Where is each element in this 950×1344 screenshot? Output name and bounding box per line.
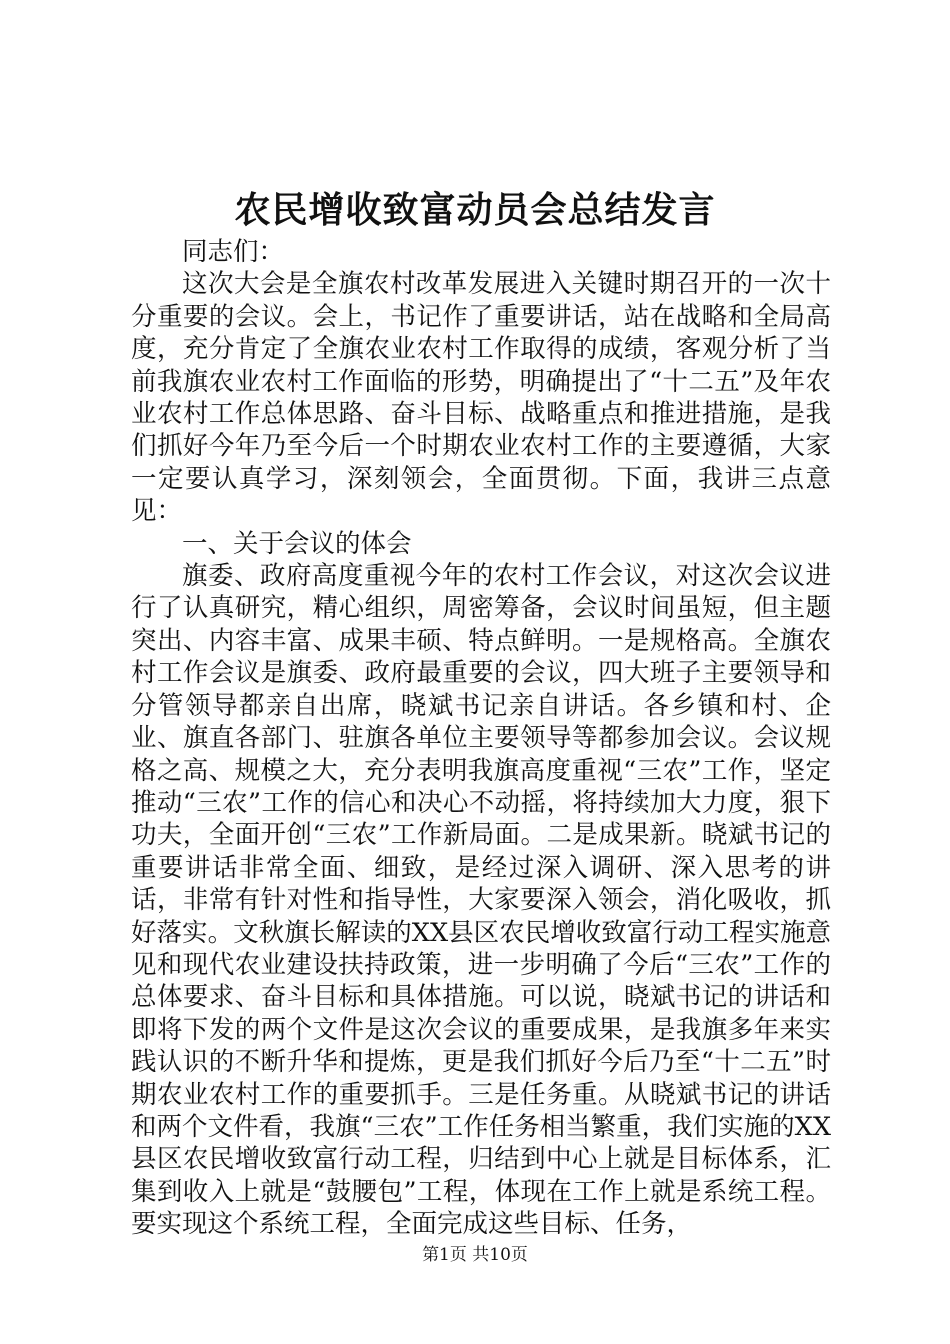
body-paragraph: 旗委、政府高度重视今年的农村工作会议，对这次会议进行了认真研究，精心组织，周密筹备，会议时间虽短，但主题突出、内容丰富、成果丰硕、特点鲜明。一是规格高。全旗农村工作会议是旗委、政府最重要的会议，四大班子主要领导和分管领导都亲自出席，晓斌书记亲自讲话。各乡镇和村、企业、旗直各部门、驻旗各单位主要领导等都参加会议。会议规格之高、规模之大，充分表明我旗高度重视“三农”工作，坚定推动“三农”工作的信心和决心不动摇，将持续加大力度，狠下功夫，全面开创“三农”工作新局面。二是成果新。晓斌书记的重要讲话非常全面、细致，是经过深入调研、深入思考的讲话，非常有针对性和指导性，大家要深入领会，消化吸收，抓好落实。文秋旗长解读的XX县区农民增收致富行动工程实施意见和现代农业建设扶持政策，进一步明确了今后“三农”工作的总体要求、奋斗目标和具体措施。可以说，晓斌书记的讲话和即将下发的两个文件是这次会议的重要成果，是我旗多年来实践认识的不断升华和提炼，更是我们抓好今后乃至“十二五”时期农业农村工作的重要抓手。三是任务重。从晓斌书记的讲话和两个文件看，我旗“三农”工作任务相当繁重，我们实施的XX县区农民增收致富行动工程，归结到中心上就是目标体系，汇集到收入上就是“鼓腰包”工程，体现在工作上就是系统工程。要实现这个系统工程，全面完成这些目标、任务， xyxy=(131,561,831,1240)
intro-paragraph: 这次大会是全旗农村改革发展进入关键时期召开的一次十分重要的会议。会上，书记作了重要讲话，站在战略和全局高度，充分肯定了全旗农业农村工作取得的成绩，客观分析了当前我旗农业农村工作面临的形势，明确提出了“十二五”及年农业农村工作总体思路、奋斗目标、战略重点和推进措施，是我们抓好今年乃至今后一个时期农业农村工作的主要遵循，大家一定要认真学习，深刻领会，全面贯彻。下面，我讲三点意见： xyxy=(131,269,831,527)
section-heading: 一、关于会议的体会 xyxy=(182,528,412,559)
document-body xyxy=(131,236,831,1241)
page-number-footer: 第1页 共10页 xyxy=(422,1245,528,1265)
salutation-paragraph: 同志们： xyxy=(182,237,285,267)
document-title: 农民增收致富动员会总结发言 xyxy=(234,189,716,231)
